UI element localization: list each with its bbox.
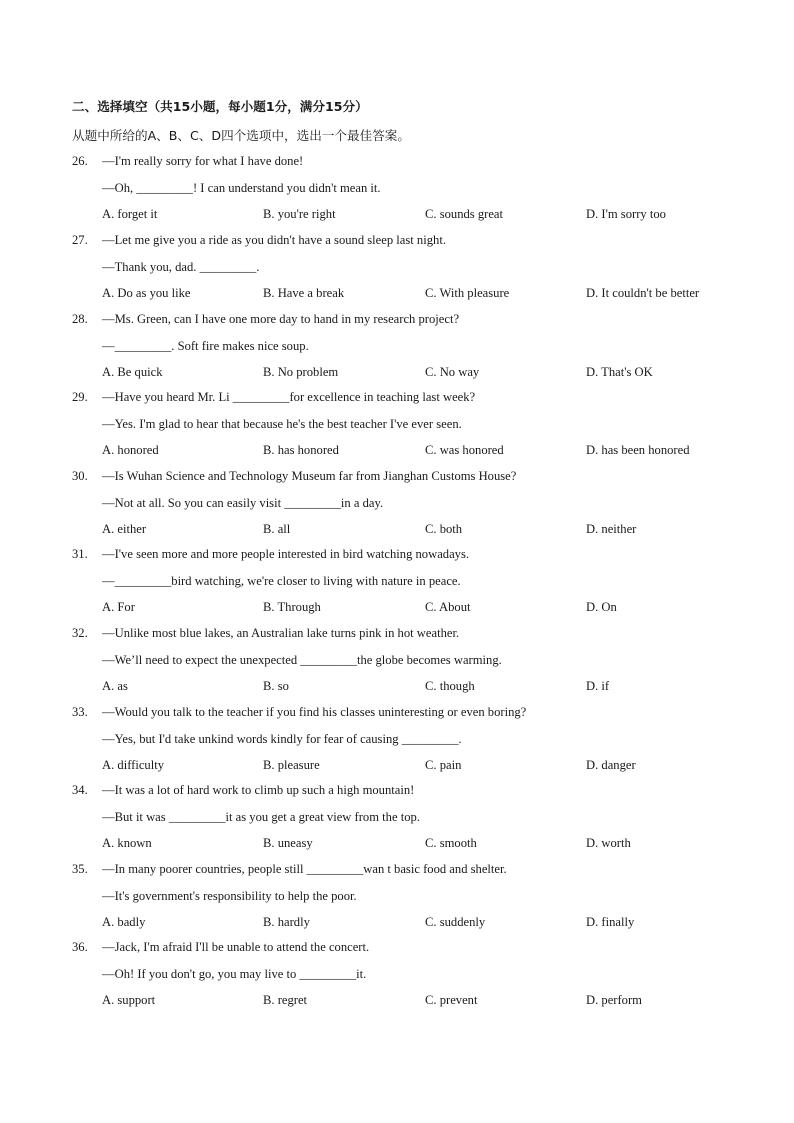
- question-stem: —Would you talk to the teacher if you find his classes uninteresting or even boring?: [102, 705, 527, 719]
- section-title: 二、选择填空（共15小题，每小题1分，满分15分）: [72, 99, 368, 114]
- question-number: 30.: [72, 469, 88, 483]
- question-response: —We’ll need to expect the unexpected _________the globe becomes warming.: [102, 653, 502, 667]
- option-d[interactable]: D. It couldn't be better: [586, 286, 700, 300]
- option-c[interactable]: C. No way: [425, 365, 480, 379]
- option-d[interactable]: D. if: [586, 679, 610, 693]
- question-item: [72, 626, 732, 706]
- option-b[interactable]: B. Through: [263, 600, 321, 614]
- options-row: [102, 679, 742, 697]
- question-response: —Yes, but I'd take unkind words kindly for fear of causing _________.: [102, 732, 462, 746]
- option-c[interactable]: C. prevent: [425, 993, 478, 1007]
- question-response: —Oh, _________! I can understand you didn't mean it.: [102, 181, 381, 195]
- option-c[interactable]: C. was honored: [425, 443, 504, 457]
- question-item: [72, 233, 732, 313]
- option-b[interactable]: B. has honored: [263, 443, 339, 457]
- question-response: —Yes. I'm glad to hear that because he's the best teacher I've ever seen.: [102, 417, 462, 431]
- question-item: [72, 547, 732, 627]
- option-c[interactable]: C. About: [425, 600, 471, 614]
- question-item: [72, 312, 732, 392]
- option-c[interactable]: C. sounds great: [425, 207, 504, 221]
- option-c[interactable]: C. suddenly: [425, 915, 486, 929]
- option-a[interactable]: A. either: [102, 522, 147, 536]
- question-number: 27.: [72, 233, 88, 247]
- option-a[interactable]: A. support: [102, 993, 156, 1007]
- options-row: [102, 836, 742, 854]
- question-stem: —In many poorer countries, people still _________wan t basic food and shelter.: [102, 862, 507, 876]
- question-number: 33.: [72, 705, 88, 719]
- option-d[interactable]: D. has been honored: [586, 443, 690, 457]
- question-stem: —Jack, I'm afraid I'll be unable to attend the concert.: [102, 940, 370, 954]
- option-d[interactable]: D. I'm sorry too: [586, 207, 666, 221]
- option-d[interactable]: D. neither: [586, 522, 637, 536]
- question-item: [72, 390, 732, 470]
- question-stem: —It was a lot of hard work to climb up such a high mountain!: [102, 783, 415, 797]
- option-c[interactable]: C. pain: [425, 758, 462, 772]
- question-stem: —I've seen more and more people interested in bird watching nowadays.: [102, 547, 470, 561]
- question-number: 29.: [72, 390, 88, 404]
- option-a[interactable]: A. badly: [102, 915, 146, 929]
- options-row: [102, 758, 742, 776]
- option-a[interactable]: A. known: [102, 836, 152, 850]
- options-row: [102, 522, 742, 540]
- question-item: [72, 469, 732, 549]
- option-a[interactable]: A. difficulty: [102, 758, 165, 772]
- question-item: [72, 705, 732, 785]
- option-b[interactable]: B. hardly: [263, 915, 310, 929]
- option-a[interactable]: A. as: [102, 679, 128, 693]
- question-stem: —Have you heard Mr. Li _________for excellence in teaching last week?: [102, 390, 476, 404]
- question-response: —It's government's responsibility to help the poor.: [102, 889, 357, 903]
- question-response: —But it was _________it as you get a great view from the top.: [102, 810, 420, 824]
- options-row: [102, 600, 742, 618]
- option-c[interactable]: C. both: [425, 522, 463, 536]
- options-row: [102, 286, 742, 304]
- question-number: 32.: [72, 626, 88, 640]
- option-b[interactable]: B. uneasy: [263, 836, 313, 850]
- option-d[interactable]: D. danger: [586, 758, 636, 772]
- question-stem: —Is Wuhan Science and Technology Museum far from Jianghan Customs House?: [102, 469, 517, 483]
- question-item: [72, 154, 732, 234]
- section-instruction: 从题中所给的A、B、C、D四个选项中，选出一个最佳答案。: [72, 128, 410, 143]
- option-b[interactable]: B. so: [263, 679, 289, 693]
- question-item: [72, 783, 732, 863]
- options-row: [102, 443, 742, 461]
- option-b[interactable]: B. all: [263, 522, 291, 536]
- option-d[interactable]: D. worth: [586, 836, 631, 850]
- option-b[interactable]: B. you're right: [263, 207, 336, 221]
- question-number: 31.: [72, 547, 88, 561]
- option-a[interactable]: A. Be quick: [102, 365, 163, 379]
- question-response: —Thank you, dad. _________.: [102, 260, 260, 274]
- question-item: [72, 940, 732, 1020]
- option-d[interactable]: D. perform: [586, 993, 642, 1007]
- question-stem: —Let me give you a ride as you didn't have a sound sleep last night.: [102, 233, 446, 247]
- question-number: 28.: [72, 312, 88, 326]
- question-response: —_________. Soft fire makes nice soup.: [102, 339, 309, 353]
- question-stem: —I'm really sorry for what I have done!: [102, 154, 304, 168]
- option-b[interactable]: B. No problem: [263, 365, 339, 379]
- question-number: 26.: [72, 154, 88, 168]
- options-row: [102, 207, 742, 225]
- option-a[interactable]: A. forget it: [102, 207, 158, 221]
- question-number: 35.: [72, 862, 88, 876]
- question-stem: —Unlike most blue lakes, an Australian lake turns pink in hot weather.: [102, 626, 460, 640]
- question-item: [72, 862, 732, 942]
- question-response: —Not at all. So you can easily visit _________in a day.: [102, 496, 384, 510]
- option-a[interactable]: A. Do as you like: [102, 286, 191, 300]
- option-b[interactable]: B. regret: [263, 993, 308, 1007]
- question-response: —Oh! If you don't go, you may live to _________it.: [102, 967, 367, 981]
- options-row: [102, 915, 742, 933]
- option-d[interactable]: D. finally: [586, 915, 635, 929]
- question-response: —_________bird watching, we're closer to living with nature in peace.: [102, 574, 461, 588]
- option-b[interactable]: B. Have a break: [263, 286, 345, 300]
- option-d[interactable]: D. That's OK: [586, 365, 653, 379]
- question-stem: —Ms. Green, can I have one more day to hand in my research project?: [102, 312, 460, 326]
- option-d[interactable]: D. On: [586, 600, 617, 614]
- option-c[interactable]: C. With pleasure: [425, 286, 510, 300]
- option-a[interactable]: A. For: [102, 600, 135, 614]
- options-row: [102, 365, 742, 383]
- option-c[interactable]: C. though: [425, 679, 475, 693]
- option-b[interactable]: B. pleasure: [263, 758, 320, 772]
- option-c[interactable]: C. smooth: [425, 836, 477, 850]
- options-row: [102, 993, 742, 1011]
- question-number: 34.: [72, 783, 88, 797]
- question-number: 36.: [72, 940, 88, 954]
- option-a[interactable]: A. honored: [102, 443, 159, 457]
